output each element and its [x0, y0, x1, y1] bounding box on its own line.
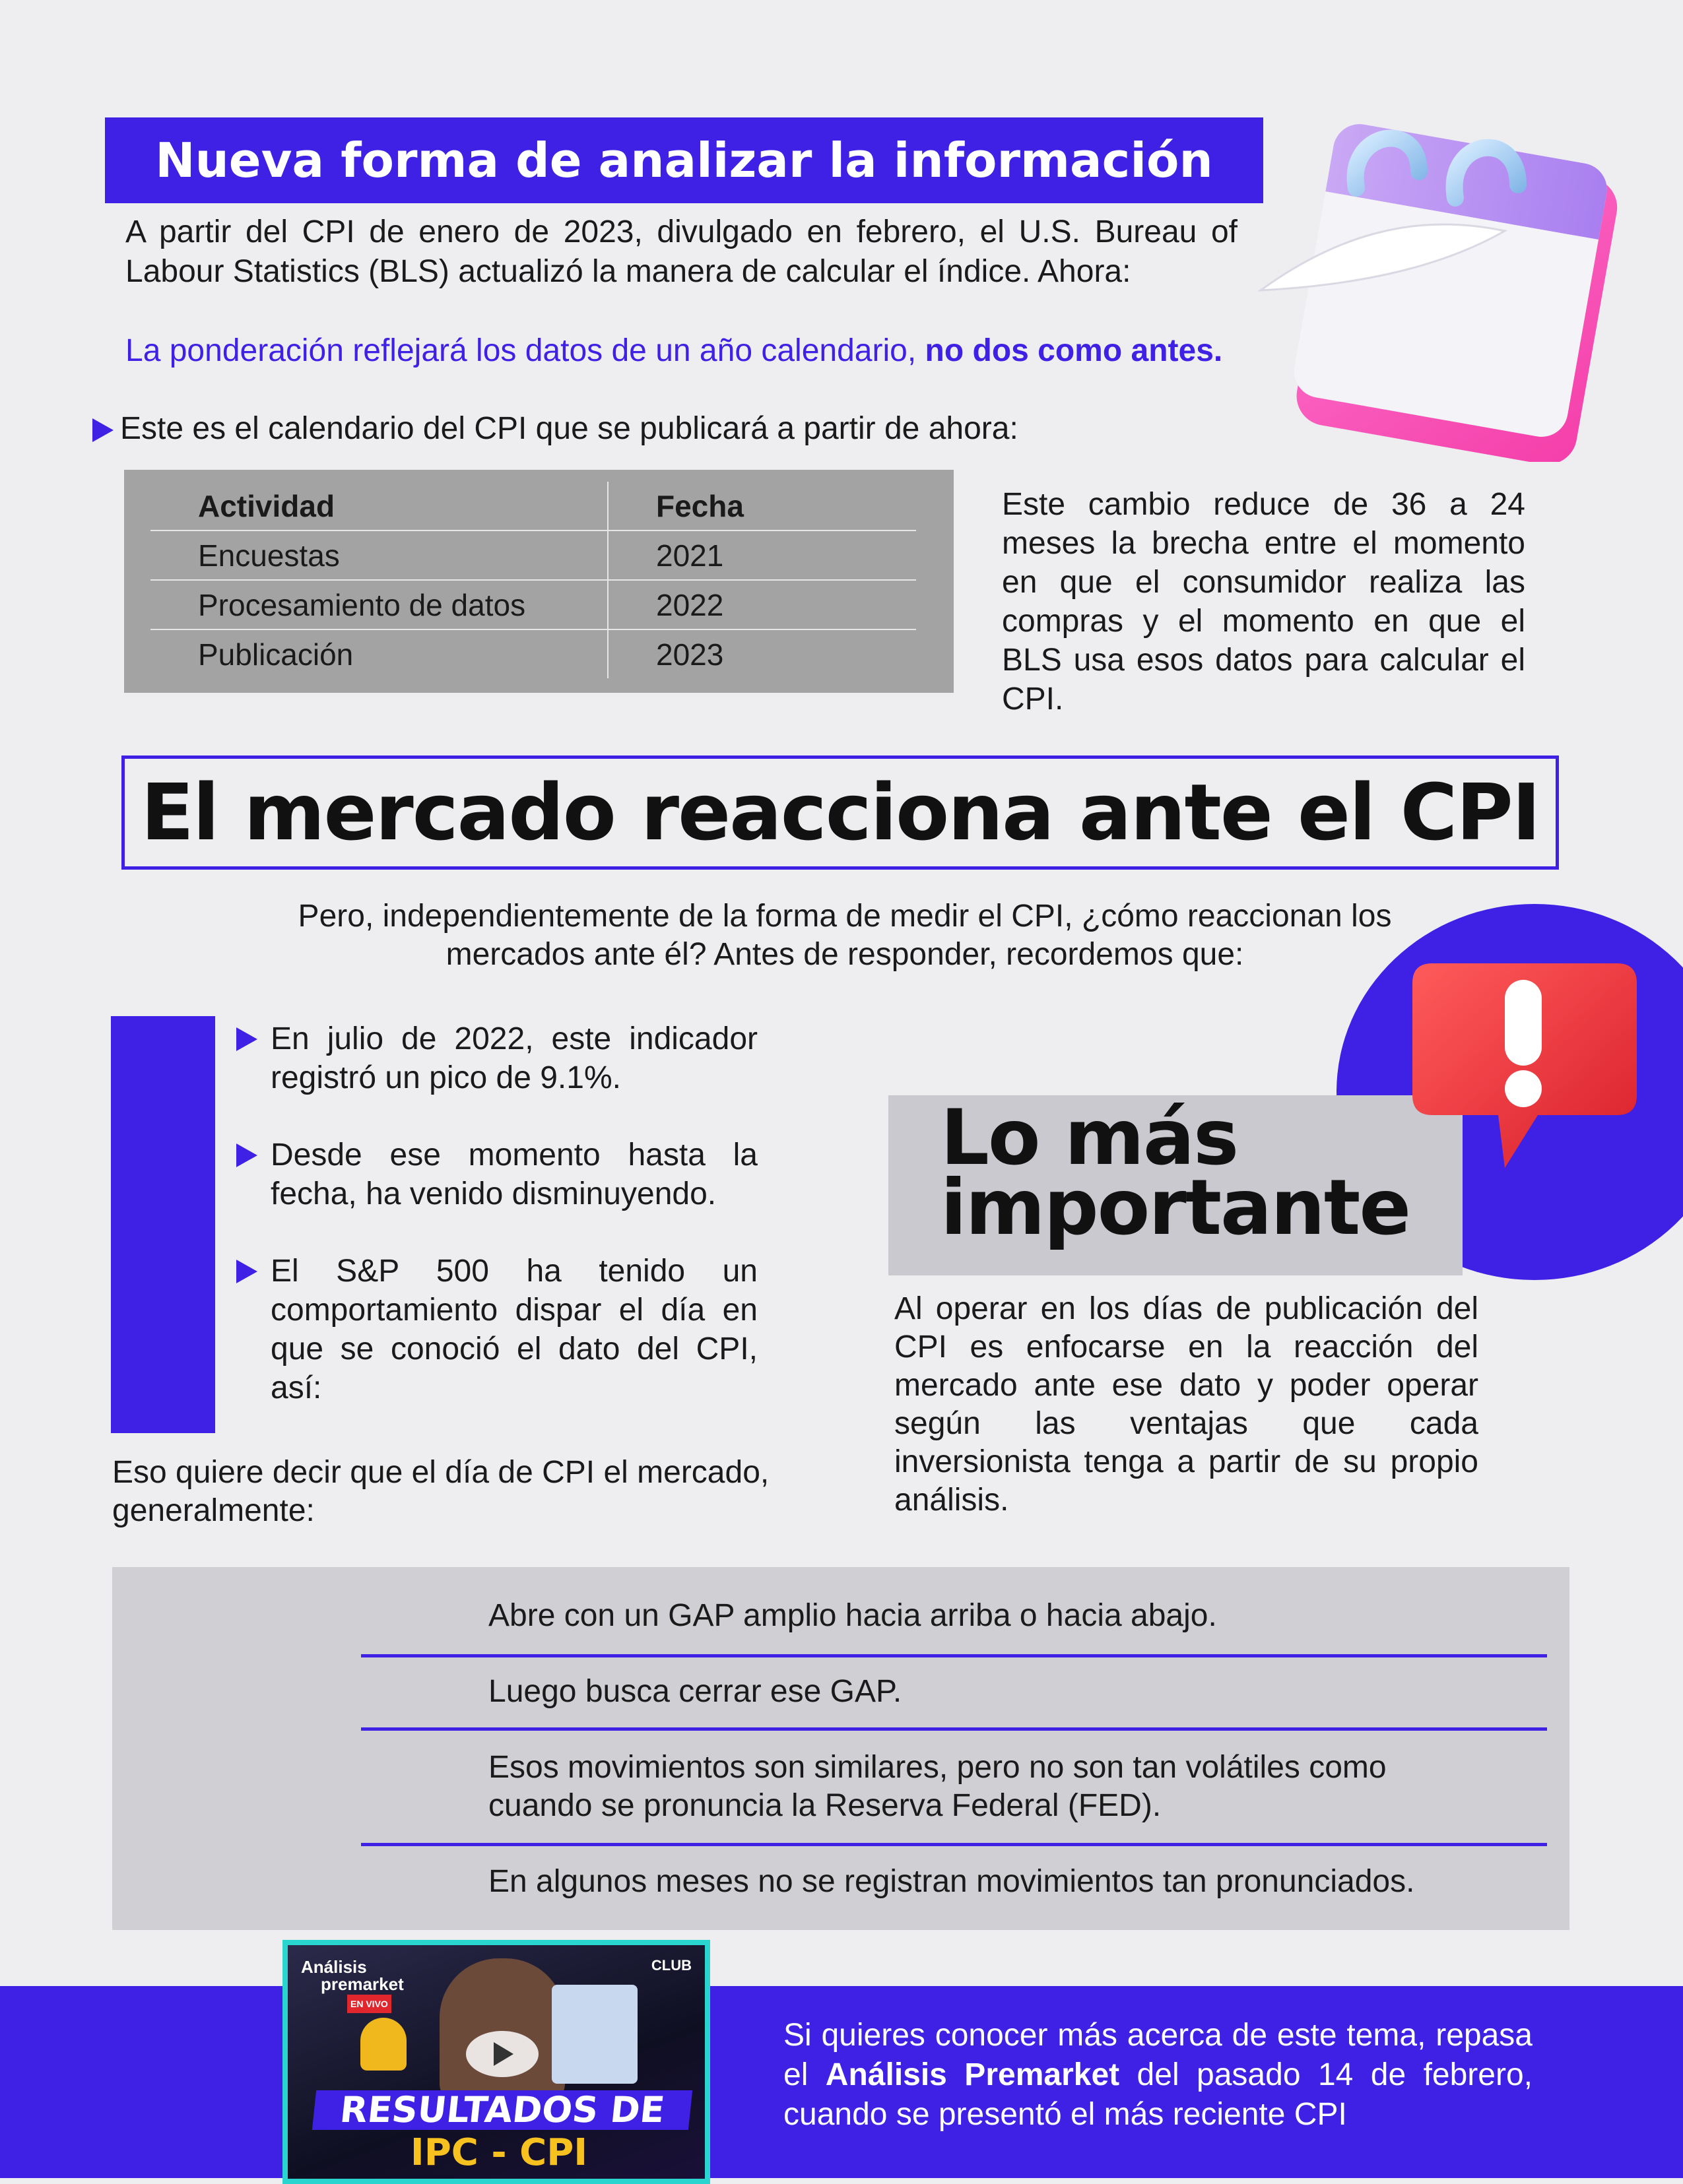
footer-text-start: Si quieres conocer más acerca de este tema, repasa el [783, 2018, 1533, 2092]
list-item [236, 1136, 758, 1213]
table-header: Fecha [656, 488, 744, 523]
list-item: Luego busca cerrar ese GAP. [488, 1674, 902, 1709]
list-item [236, 1019, 758, 1097]
triangle-bullet-icon [236, 1143, 257, 1167]
table-cell: Encuestas [150, 530, 608, 580]
highlight-bold-text: no dos como antes. [925, 333, 1223, 368]
table-cell: 2022 [608, 580, 916, 629]
table-header-row [150, 482, 916, 530]
bullet-text: En julio de 2022, este indicador registró un pico de 9.1%. [271, 1021, 758, 1095]
bell-icon [360, 2018, 407, 2071]
thumbnail-headline-2: IPC - CPI [410, 2131, 588, 2174]
divider [361, 1654, 1547, 1657]
play-icon[interactable] [466, 2031, 539, 2077]
important-text: Al operar en los días de publicación del CPI es enfocarse en la reacción del mercado ante ese dato y poder operar según las ventajas que cada inversionista tenga a partir de su propio análisis. [894, 1291, 1478, 1518]
bullet-list [236, 1019, 758, 1446]
divider [361, 1727, 1547, 1731]
brand-logo: CLUB [651, 1957, 692, 1974]
side-note: Este cambio reduce de 36 a 24 meses la brecha entre el momento en que el consumidor realiza las compras y el momento en que el BLS usa esos datos para calcular el CPI. [1002, 487, 1525, 717]
table-row [150, 580, 916, 629]
market-intro: Pero, independientemente de la forma de medir el CPI, ¿cómo reaccionan los mercados ante él? Antes de responder, recordemos que: [298, 899, 1392, 972]
thumbnail-headline: RESULTADOS DE [312, 2090, 692, 2130]
live-badge: EN VIVO [347, 1995, 391, 2013]
intro-paragraph: A partir del CPI de enero de 2023, divulgado en febrero, el U.S. Bureau of Labour Statistics (BLS) actualizó la manera de calcular el índice. Ahora: [125, 214, 1238, 289]
bullet-text: Desde ese momento hasta la fecha, ha venido disminuyendo. [271, 1138, 758, 1211]
table-row [150, 629, 916, 678]
table-cell: 2023 [608, 629, 916, 678]
thumbnail-label-mid: premarket [321, 1974, 404, 1994]
divider [361, 1843, 1547, 1846]
list-item: Abre con un GAP amplio hacia arriba o hacia abajo. [488, 1598, 1217, 1633]
calendar-intro-text: Este es el calendario del CPI que se publicará a partir de ahora: [120, 411, 1018, 446]
table-cell: 2021 [608, 530, 916, 580]
footer-text [783, 2016, 1533, 2135]
accent-bar [111, 1016, 215, 1433]
video-thumbnail[interactable] [282, 1940, 710, 2184]
calendar-intro [92, 409, 1082, 449]
important-title [940, 1093, 1534, 1252]
table-cell: Procesamiento de datos [150, 580, 608, 629]
triangle-bullet-icon [236, 1027, 257, 1051]
cpi-calendar-table [124, 470, 954, 693]
list-item: En algunos meses no se registran movimientos tan pronunciados. [488, 1864, 1415, 1899]
receipt-icon [552, 1985, 638, 2084]
footer-text-end: del pasado 14 de febrero, cuando se presentó el más reciente CPI [783, 2057, 1533, 2132]
important-title-line: importante [940, 1163, 1410, 1252]
section-title-banner: Nueva forma de analizar la información [105, 117, 1263, 203]
important-title-line: Lo más [940, 1093, 1238, 1182]
bullet-text: El S&P 500 ha tenido un comportamiento dispar el día en que se conoció el dato del CPI, así: [271, 1254, 758, 1405]
list-item [236, 1252, 758, 1407]
premarket-link[interactable]: Análisis Premarket [825, 2057, 1120, 2092]
table-row [150, 530, 916, 580]
triangle-bullet-icon [92, 418, 114, 442]
table-cell: Publicación [150, 629, 608, 678]
highlight-paragraph [125, 330, 1261, 372]
market-effects-box [112, 1567, 1569, 1930]
table-header: Actividad [150, 482, 608, 530]
highlight-normal-text: La ponderación reflejará los datos de un año calendario, [125, 333, 925, 368]
market-section-title: El mercado reacciona ante el CPI [121, 755, 1559, 870]
thumbnail-label [301, 1958, 404, 2013]
thumbnail-label-top: Análisis [301, 1957, 367, 1977]
conclusion-intro: Eso quiere decir que el día de CPI el mercado, generalmente: [112, 1455, 770, 1528]
list-item: Esos movimientos son similares, pero no son tan volátiles como cuando se pronuncia la Reserva Federal (FED). [488, 1750, 1387, 1823]
calendar-icon [1221, 73, 1643, 462]
triangle-bullet-icon [236, 1260, 257, 1283]
